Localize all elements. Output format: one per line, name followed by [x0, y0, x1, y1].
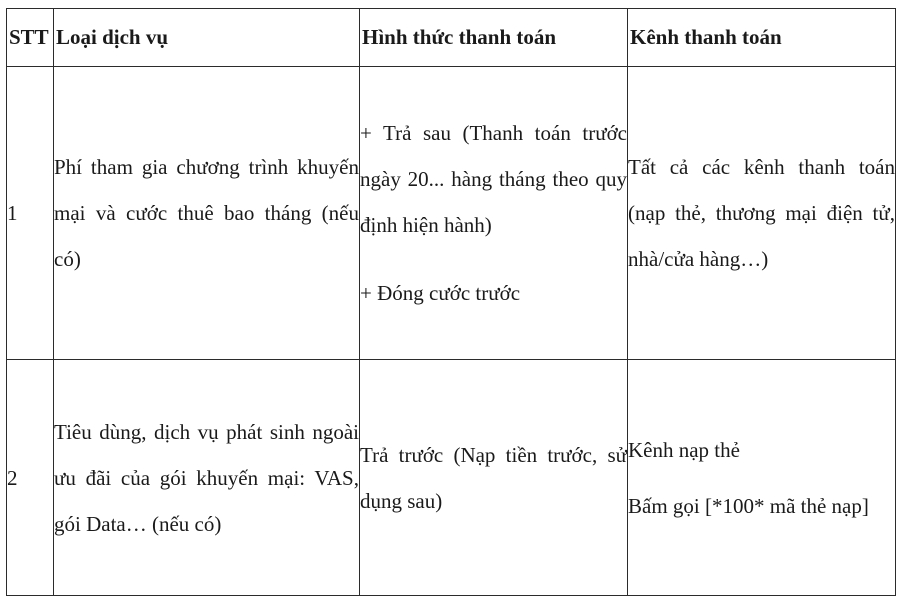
payment-channel-line: Kênh nạp thẻ	[628, 437, 740, 462]
row-stt: 2	[7, 360, 54, 596]
table-header-row	[7, 9, 896, 67]
row-service-type: Tiêu dùng, dịch vụ phát sinh ngoài ưu đãi của gói khuyến mại: VAS, gói Data… (nếu có)	[54, 360, 360, 596]
table-row	[7, 360, 896, 596]
row-payment-method	[360, 360, 628, 596]
payment-method-line: + Đóng cước trước	[360, 281, 521, 305]
payment-table	[6, 8, 896, 596]
row-stt: 1	[7, 67, 54, 360]
row-payment-channel	[628, 360, 896, 596]
table-row	[7, 67, 896, 360]
payment-method-line: + Trả sau (Thanh toán trước ngày 20... hàng tháng theo quy định hiện hành)	[360, 121, 627, 237]
payment-method-line: Trả trước (Nạp tiền trước, sử dụng sau)	[360, 442, 627, 513]
row-payment-method	[360, 67, 628, 360]
header-payment-method: Hình thức thanh toán	[360, 9, 628, 67]
payment-channel-line: Bấm gọi [*100* mã thẻ nạp]	[628, 493, 869, 518]
row-payment-channel	[628, 67, 896, 360]
header-payment-channel: Kênh thanh toán	[628, 9, 896, 67]
row-service-type: Phí tham gia chương trình khuyến mại và cước thuê bao tháng (nếu có)	[54, 67, 360, 360]
header-stt: STT	[7, 9, 54, 67]
header-service-type: Loại dịch vụ	[54, 9, 360, 67]
payment-channel-line: Tất cả các kênh thanh toán (nạp thẻ, thương mại điện tử, nhà/cửa hàng…)	[628, 155, 895, 271]
